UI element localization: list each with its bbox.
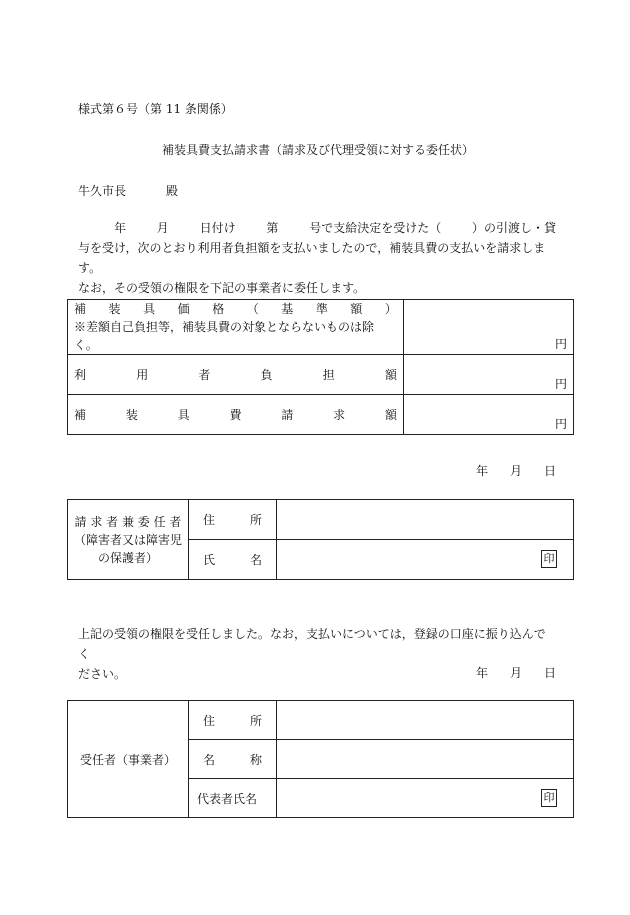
agent-address-label	[189, 701, 277, 740]
date-day: 日	[543, 666, 556, 680]
intro-line-3: なお，その受領の権限を下記の事業者に委任します。	[78, 281, 366, 295]
agent-header: 受任者（事業者）	[68, 701, 189, 818]
agent-name-field[interactable]	[277, 740, 574, 779]
label-char: 額	[350, 302, 363, 316]
date-day: 日	[543, 464, 556, 478]
label-char: 者	[198, 368, 211, 382]
agent-name-label	[189, 740, 277, 779]
claimant-address-label	[189, 500, 277, 540]
claimant-name-label	[189, 540, 277, 580]
yen-unit: 円	[554, 417, 567, 431]
label-char: 利	[74, 368, 87, 382]
addressee	[78, 182, 178, 199]
claimant-name-field[interactable]	[277, 540, 574, 580]
form-number: 様式第６号（第 11 条関係）	[78, 102, 233, 116]
amount-row-claim	[68, 395, 574, 435]
seal-mark: 印	[541, 550, 557, 568]
intro-decision: 号で支給決定を受けた（	[309, 221, 442, 235]
agent-address-field[interactable]	[277, 701, 574, 740]
date-year: 年	[475, 464, 488, 478]
amount-table	[67, 299, 574, 435]
agent-row-address	[68, 701, 574, 740]
label-char: 所	[249, 513, 262, 527]
date-month: 月	[509, 464, 522, 478]
addressee-name: 牛久市長	[78, 184, 127, 198]
yen-unit: 円	[554, 337, 567, 351]
document-title: 補装具費支払請求書（請求及び代理受領に対する委任状）	[162, 143, 475, 157]
label-char: 価	[177, 302, 190, 316]
amount-row-user-burden	[68, 355, 574, 395]
intro-paragraph	[78, 218, 556, 298]
label-char: 格	[212, 302, 225, 316]
claim-date	[454, 462, 556, 479]
label-char: 所	[249, 713, 262, 728]
claimant-header	[68, 500, 189, 580]
label-char: （	[246, 302, 259, 316]
claimant-row-address	[68, 500, 574, 540]
agent-representative-field[interactable]	[277, 779, 574, 818]
device-price-note: ※差額自己負担等，補装具費の対象とならないものは除く。	[74, 320, 375, 352]
user-burden-value[interactable]	[404, 355, 574, 395]
intro-month: 月	[156, 221, 169, 235]
amount-row-device-price	[68, 300, 574, 355]
claimant-address-field[interactable]	[277, 500, 574, 540]
label-char: 補	[74, 302, 87, 316]
user-burden-label	[68, 355, 404, 395]
claim-amount-label	[68, 395, 404, 435]
intro-line-2: 与を受け，次のとおり利用者負担額を支払いましたので，補装具費の支払いを請求します。	[78, 241, 546, 275]
label-char: 用	[136, 368, 149, 382]
claimant-table	[67, 499, 574, 580]
agent-table	[67, 700, 574, 818]
intro-delivery: ）の引渡し・貸	[471, 221, 556, 235]
label-char: 補	[74, 408, 87, 422]
acceptance-line-1: 上記の受領の権限を受任しました。なお，支払いについては，登録の口座に振り込んでく	[78, 627, 546, 661]
device-price-label	[68, 300, 404, 355]
label-char: 準	[315, 302, 328, 316]
label-char: 求	[333, 408, 346, 422]
yen-unit: 円	[554, 377, 567, 391]
label-char: 具	[143, 302, 156, 316]
label-char: 装	[125, 408, 138, 422]
honorific: 殿	[166, 184, 179, 198]
seal-mark: 印	[541, 789, 557, 807]
intro-year: 年	[114, 221, 127, 235]
label-char: 氏	[203, 553, 216, 567]
label-char: ）	[384, 302, 397, 316]
label-char: 具	[177, 408, 190, 422]
acceptance-date	[454, 664, 556, 681]
label-char: 住	[203, 513, 216, 527]
claimant-header-line1: 請 求 者 兼 委 任 者	[74, 514, 182, 529]
label-char: 額	[384, 408, 397, 422]
claimant-header-line3: の保護者）	[97, 550, 158, 565]
label-char: 称	[249, 752, 262, 767]
intro-line-1	[78, 218, 556, 238]
claimant-header-line2: （障害者又は障害児	[73, 532, 182, 547]
date-month: 月	[509, 666, 522, 680]
device-price-value[interactable]	[404, 300, 574, 355]
label-char: 請	[281, 408, 294, 422]
claim-amount-value[interactable]	[404, 395, 574, 435]
label-char: 装	[108, 302, 121, 316]
date-year: 年	[475, 666, 488, 680]
label-char: 費	[229, 408, 242, 422]
acceptance-line-2: ださい。	[78, 667, 127, 681]
label-char: 名	[249, 553, 262, 567]
label-char: 名	[203, 752, 216, 767]
agent-representative-label: 代表者氏名	[189, 779, 277, 818]
intro-number-prefix: 第	[266, 221, 279, 235]
label-char: 担	[322, 368, 335, 382]
label-char: 額	[384, 368, 397, 382]
label-char: 住	[203, 713, 216, 728]
device-price-title	[74, 300, 397, 318]
intro-day: 日付け	[199, 221, 236, 235]
label-char: 基	[281, 302, 294, 316]
label-char: 負	[260, 368, 273, 382]
